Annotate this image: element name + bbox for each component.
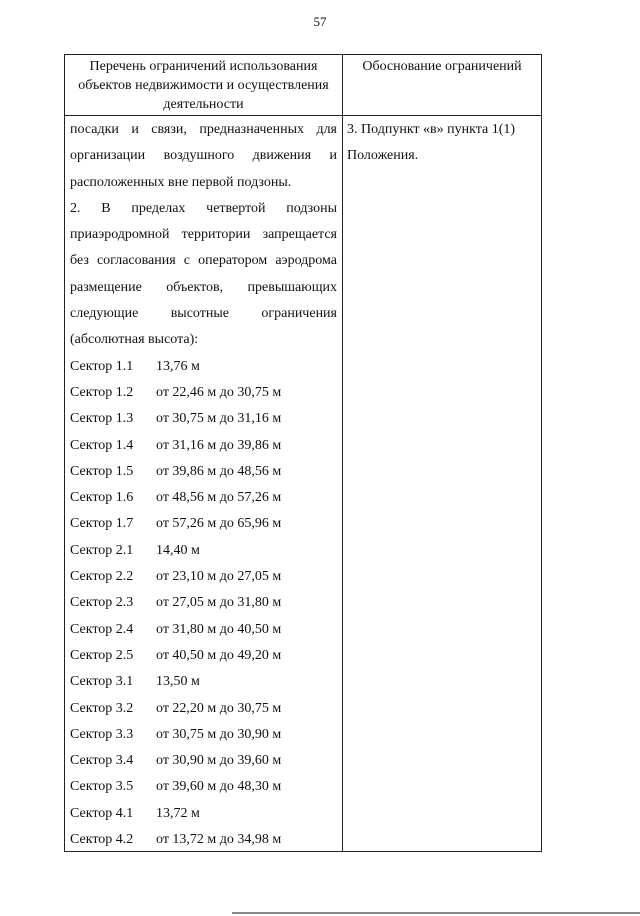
sector-label: Сектор 3.4 <box>70 753 134 769</box>
paragraph-line: без согласования с оператором аэродрома <box>70 253 337 269</box>
sector-row <box>70 827 337 853</box>
header-divider <box>65 115 541 116</box>
sector-label: Сектор 4.2 <box>70 832 134 848</box>
sector-row <box>70 380 337 406</box>
sector-row <box>70 485 337 511</box>
sector-value: от 40,50 м до 49,20 м <box>156 647 282 663</box>
sector-label: Сектор 1.1 <box>70 358 134 374</box>
sector-label: Сектор 1.5 <box>70 463 134 479</box>
restrictions-cell <box>70 117 337 853</box>
sector-value: от 27,05 м до 31,80 м <box>156 595 282 611</box>
sector-row <box>70 538 337 564</box>
sector-label: Сектор 1.6 <box>70 490 134 506</box>
sector-row <box>70 590 337 616</box>
restrictions-table <box>64 54 542 852</box>
justification-line: 3. Подпункт «в» пункта 1(1) <box>347 122 516 137</box>
sector-value: от 30,90 м до 39,60 м <box>156 753 282 769</box>
sector-value: от 48,56 м до 57,26 м <box>156 490 282 506</box>
paragraph-line: организации воздушного движения и <box>70 148 337 164</box>
sector-row <box>70 774 337 800</box>
sector-row <box>70 722 337 748</box>
sector-row <box>70 643 337 669</box>
header-left-cell <box>65 57 342 114</box>
sector-row <box>70 748 337 774</box>
scan-edge-line <box>232 912 640 914</box>
sector-label: Сектор 1.7 <box>70 516 134 532</box>
sector-label: Сектор 1.3 <box>70 411 134 427</box>
sector-row <box>70 617 337 643</box>
header-right-text: Обоснование ограничений <box>362 59 522 74</box>
paragraph-line: расположенных вне первой подзоны. <box>70 174 292 190</box>
sector-value: 13,50 м <box>156 674 200 690</box>
header-right-cell <box>343 57 541 76</box>
sector-value: 13,76 м <box>156 358 200 374</box>
sector-label: Сектор 2.5 <box>70 647 134 663</box>
sector-row <box>70 406 337 432</box>
sector-label: Сектор 3.3 <box>70 726 134 742</box>
sector-label: Сектор 2.2 <box>70 569 134 585</box>
sector-row <box>70 354 337 380</box>
header-left-line: объектов недвижимости и осуществления <box>78 78 329 93</box>
sector-label: Сектор 2.3 <box>70 595 134 611</box>
justification-line: Положения. <box>347 148 419 164</box>
sector-row <box>70 459 337 485</box>
sector-value: от 23,10 м до 27,05 м <box>156 569 282 585</box>
sector-value: 13,72 м <box>156 805 200 821</box>
sector-label: Сектор 1.2 <box>70 384 134 400</box>
header-left-line: Перечень ограничений использования <box>89 59 318 74</box>
sector-row <box>70 511 337 537</box>
sector-row <box>70 564 337 590</box>
header-left-line: деятельности <box>163 97 244 112</box>
sector-value: от 57,26 м до 65,96 м <box>156 516 282 532</box>
sector-label: Сектор 3.1 <box>70 674 134 690</box>
sector-value: от 39,60 м до 48,30 м <box>156 779 282 795</box>
sector-value: от 22,20 м до 30,75 м <box>156 700 282 716</box>
sector-value: от 22,46 м до 30,75 м <box>156 384 282 400</box>
sector-label: Сектор 3.5 <box>70 779 134 795</box>
paragraph-line: 2. В пределах четвертой подзоны <box>70 200 337 216</box>
paragraph-line: посадки и связи, предназначенных для <box>70 122 337 137</box>
sector-label: Сектор 4.1 <box>70 805 134 821</box>
sector-label: Сектор 2.4 <box>70 621 134 637</box>
sector-row <box>70 801 337 827</box>
justification-cell <box>347 117 535 170</box>
paragraph-line: размещение объектов, превышающих <box>70 279 337 295</box>
sector-value: от 39,86 м до 48,56 м <box>156 463 282 479</box>
sector-row <box>70 696 337 722</box>
sector-value: от 31,16 м до 39,86 м <box>156 437 282 453</box>
sector-label: Сектор 1.4 <box>70 437 134 453</box>
column-divider <box>342 55 343 851</box>
paragraph-line: приаэродромной территории запрещается <box>70 227 337 243</box>
sector-label: Сектор 3.2 <box>70 700 134 716</box>
sector-value: от 30,75 м до 30,90 м <box>156 726 282 742</box>
sector-value: от 30,75 м до 31,16 м <box>156 411 282 427</box>
sector-row <box>70 433 337 459</box>
paragraph-line: следующие высотные ограничения <box>70 306 337 322</box>
sector-value: 14,40 м <box>156 542 200 558</box>
sector-row <box>70 669 337 695</box>
sector-label: Сектор 2.1 <box>70 542 134 558</box>
paragraph-line: (абсолютная высота): <box>70 332 199 348</box>
page-number: 57 <box>313 14 327 29</box>
sector-value: от 31,80 м до 40,50 м <box>156 621 282 637</box>
sector-value: от 13,72 м до 34,98 м <box>156 832 282 848</box>
